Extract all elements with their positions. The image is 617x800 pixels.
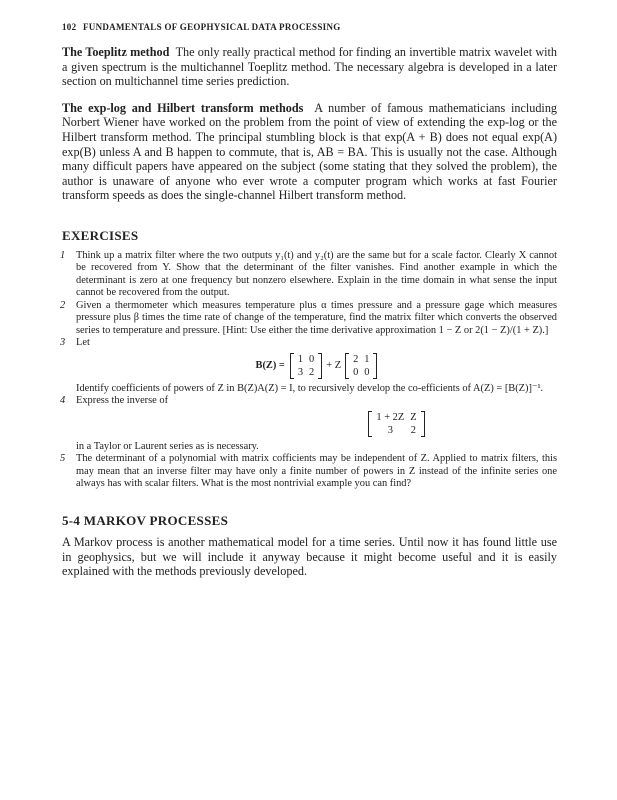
exercise-number: 5	[60, 453, 66, 465]
exercise-text: Let	[76, 337, 90, 349]
page-number: 102	[62, 22, 77, 32]
exercise-list	[62, 250, 557, 491]
section-text: A Markov process is another mathematical model for a time series. Until now it has found little use in geophysics, but we will include it anyway because it might become useful and it is easily explained with the methods previously developed.	[62, 534, 557, 579]
explog-text: A number of famous mathematicians including Norbert Wiener have worked on the problem from the point of view of extending the exp-log or the Hilbert transform method. The principal stumbling block is that exp(A + B) does not equal exp(A) exp(B) unless A and B happen to commute, that is, AB = BA. This is usually not the case. Although many difficult papers have appeared on the subject (some stating that they solved the problem), the author is unaware of anyone who ever wrote a computer program which works at fast Fourier transform speeds as does the single-channel Hilbert transform method.	[62, 100, 558, 203]
matrix-cell: 3	[387, 424, 393, 436]
exercise-text: The determinant of a polynomial with matrix cofficients may be independent of Z. Applied to matrix filters, this may mean that an inverse filter may have only a finite number of powers in Z instead of the infinite series one always has with scalar filters. What is the most nontrivial example you can find?	[76, 453, 557, 490]
exercise-number: 1	[60, 249, 66, 261]
section-title: 5-4 MARKOV PROCESSES	[62, 512, 229, 528]
exercise-2	[62, 300, 557, 338]
exercises-title: EXERCISES	[62, 227, 139, 243]
page	[62, 22, 557, 579]
matrix-cell: 2	[353, 353, 359, 365]
exercise-text-after: Identify coefficients of powers of Z in B(Z)A(Z) = I, to recursively develop the co-efficients of A(Z) = [B(Z)]⁻¹.	[76, 382, 544, 394]
exercise-number: 4	[60, 395, 66, 407]
matrix-cell: 0	[353, 366, 359, 378]
toeplitz-heading: The Toeplitz method	[62, 45, 170, 59]
matrix-cell: 0	[364, 366, 370, 378]
plus-z: + Z	[326, 359, 342, 371]
matrix-cell: 3	[297, 366, 304, 378]
explog-paragraph	[62, 101, 557, 203]
running-head	[62, 22, 557, 32]
equation-inverse	[76, 411, 557, 437]
exercise-1	[62, 250, 557, 300]
matrix-cell: 1 + 2Z	[376, 411, 405, 423]
matrix-2	[345, 353, 377, 379]
toeplitz-paragraph	[62, 45, 557, 89]
running-title: FUNDAMENTALS OF GEOPHYSICAL DATA PROCESSING	[82, 22, 341, 32]
matrix-cell: Z	[410, 411, 417, 423]
exercise-text-after: in a Taylor or Laurent series as is necessary.	[76, 440, 259, 452]
explog-heading: The exp-log and Hilbert transform methods	[62, 100, 304, 115]
equation-b-of-z	[76, 353, 557, 379]
exercise-5	[62, 453, 557, 491]
matrix-cell: 2	[410, 424, 416, 436]
exercise-3	[62, 337, 557, 395]
matrix-1	[290, 353, 322, 379]
exercise-number: 2	[60, 299, 66, 311]
exercise-text: Express the inverse of	[76, 395, 169, 407]
exercise-4	[62, 395, 557, 453]
matrix-cell: 1	[297, 353, 304, 365]
toeplitz-text: The only really practical method for finding an invertible matrix wavelet with a given spectrum is the multichannel Toeplitz method. The necessary algebra is developed in a later section on multichannel time series prediction.	[62, 45, 557, 89]
exercise-number: 3	[60, 337, 66, 349]
matrix-3	[368, 411, 424, 437]
matrix-cell: 1	[364, 353, 370, 365]
equation-label: B(Z) =	[255, 359, 285, 371]
matrix-cell: 2	[309, 366, 315, 378]
exercise-text: Think up a matrix filter where the two outputs y₁(t) and y₂(t) are the same but for a scale factor. Clearly X cannot be recovered from Y. Show that the determinant of the filter vanishes. Find another example in which the determinant is zero at one frequency but nonzero elsewhere. Explain in the time domain in what sense the input cannot be recovered from the output.	[76, 249, 557, 299]
exercise-text: Given a thermometer which measures temperature plus α times pressure and a pressure gage which measures pressure plus β times the time rate of change of the temperature, find the matrix filter which converts the observed series to temperature and pressure. [Hint: Use either the time derivative approximation 1 − Z or 2(1 − Z)/(1 + Z).]	[76, 299, 557, 336]
matrix-cell: 0	[309, 353, 315, 365]
